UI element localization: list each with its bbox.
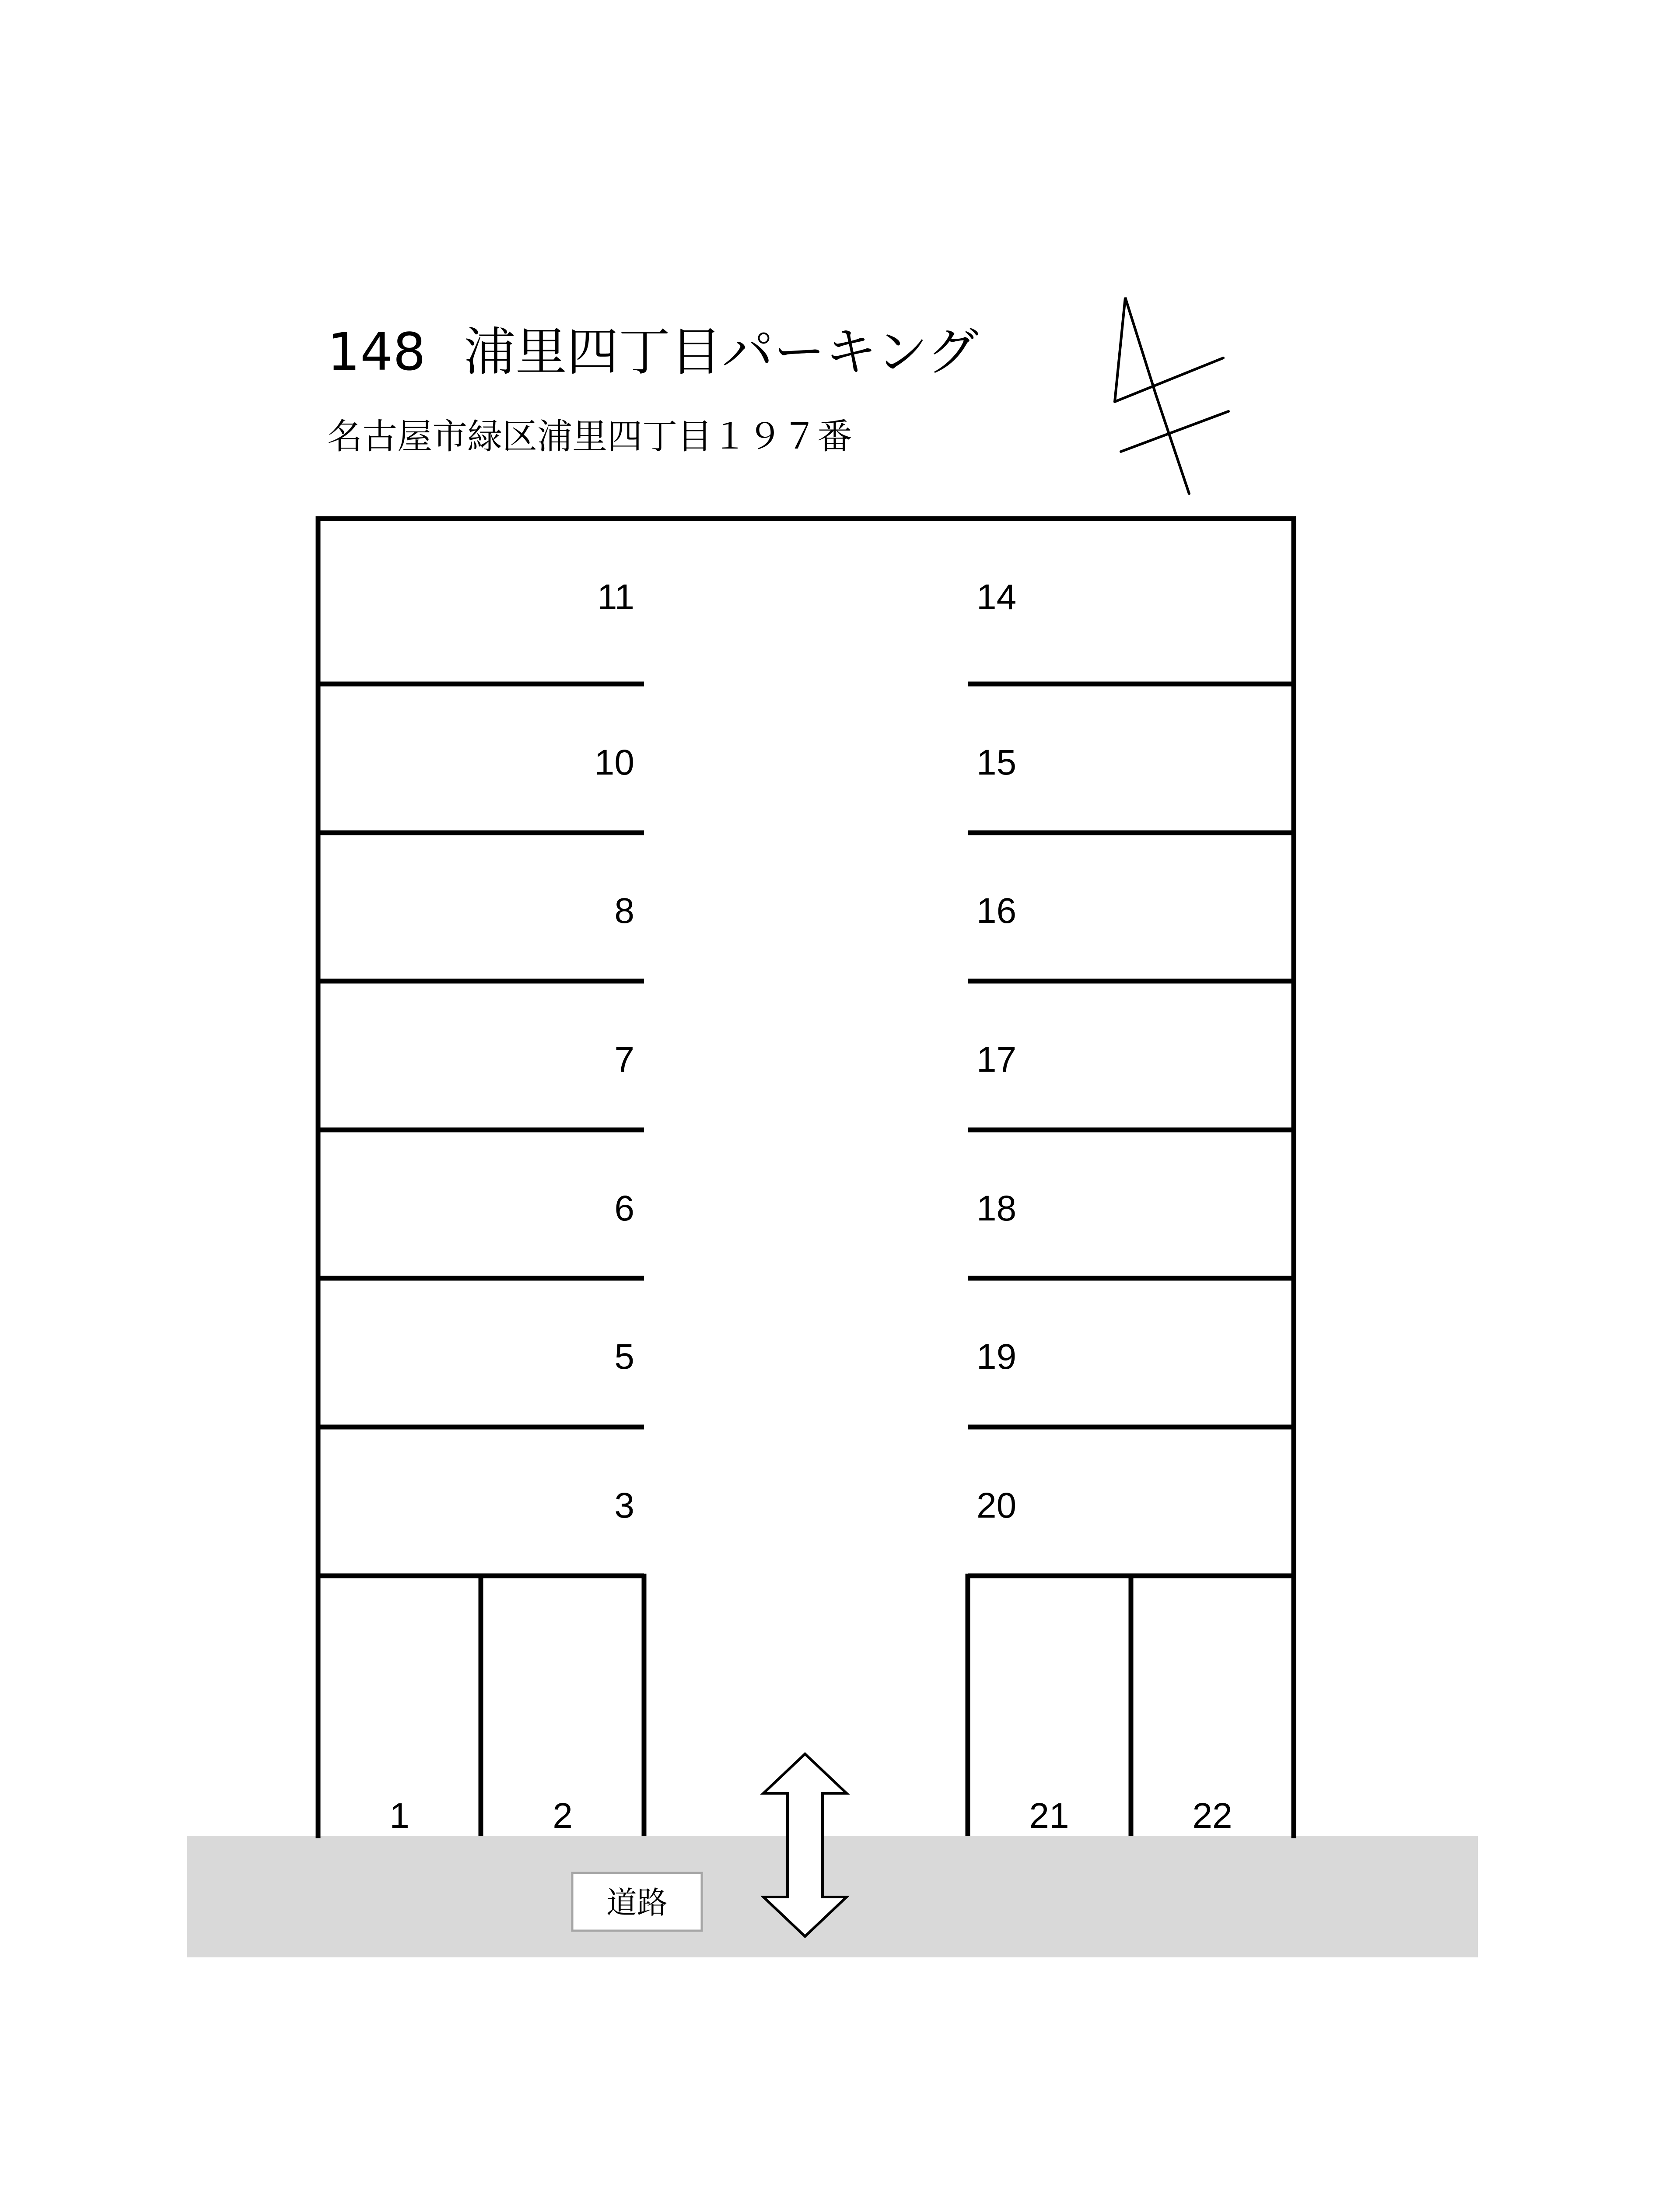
lot-outline <box>318 519 1294 1836</box>
space-label: 15 <box>976 743 1017 782</box>
north-arrow-icon <box>1115 298 1228 494</box>
space-label: 19 <box>976 1337 1017 1377</box>
space-label: 16 <box>976 891 1017 931</box>
road-label: 道路 <box>606 1885 668 1921</box>
space-label: 14 <box>976 577 1017 617</box>
space-label: 21 <box>1029 1796 1069 1836</box>
space-label: 3 <box>614 1486 634 1525</box>
space-label: 10 <box>594 743 634 782</box>
space-label: 22 <box>1192 1796 1232 1836</box>
space-label: 2 <box>553 1796 573 1836</box>
space-label: 11 <box>597 577 634 617</box>
right-row-dividers <box>968 684 1294 1576</box>
lot-address: 名古屋市緑区浦里四丁目１９７番 <box>327 416 852 457</box>
space-label: 17 <box>976 1040 1017 1080</box>
space-label: 6 <box>614 1189 634 1228</box>
space-label: 20 <box>976 1486 1017 1525</box>
space-label: 18 <box>976 1189 1017 1228</box>
space-label: 7 <box>614 1040 634 1080</box>
space-label: 5 <box>614 1337 634 1377</box>
left-row-dividers <box>318 684 644 1576</box>
lot-number: 148 <box>327 322 426 382</box>
lot-name: 浦里四丁目パーキング <box>464 322 979 382</box>
space-label: 1 <box>389 1796 410 1836</box>
right-row-labels <box>976 577 1016 1525</box>
space-label: 8 <box>614 891 634 931</box>
left-row-labels <box>595 577 634 1525</box>
